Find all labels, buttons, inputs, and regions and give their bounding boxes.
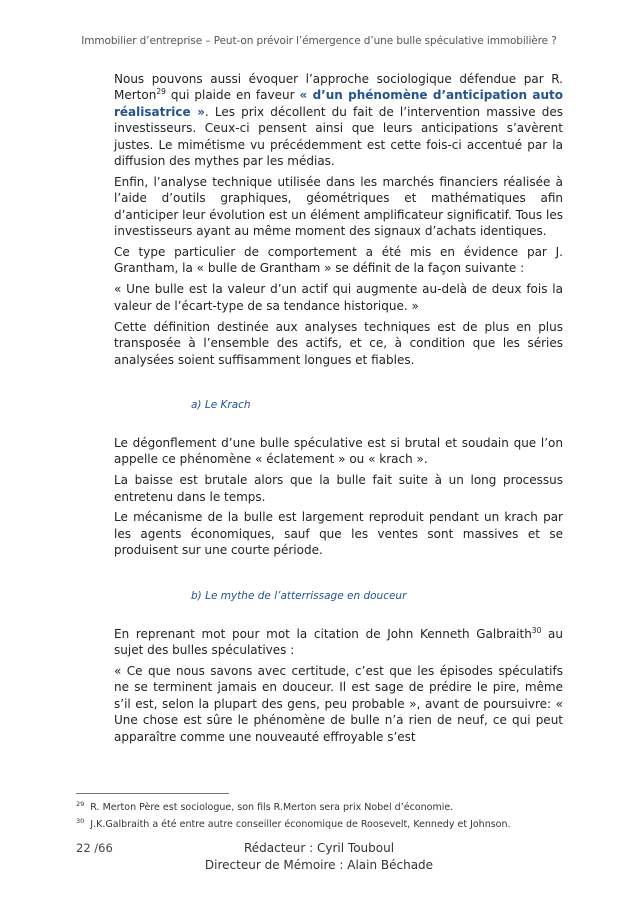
spacer bbox=[114, 605, 563, 626]
footnote-29 bbox=[76, 800, 576, 817]
paragraph-mecanisme: Le mécanisme de la bulle est largement reproduit pendant un krach par les agents économiques, sauf que les ventes sont massives et se produisent sur une courte période. bbox=[114, 510, 563, 558]
spacer bbox=[114, 414, 563, 435]
footnote-divider bbox=[76, 793, 229, 794]
document-body bbox=[114, 71, 563, 749]
paragraph-grantham: Ce type particulier de comportement a été mis en évidence par J. Grantham, la « bulle de Grantham » se définit de la façon suivante : bbox=[114, 245, 563, 276]
paragraph-galbraith bbox=[114, 626, 563, 659]
paragraph-galbraith-quote: « Ce que nous savons avec certitude, c’est que les épisodes spéculatifs ne se terminent jamais en douceur. Il est sage de prédire le pire, même s’il est, selon la plupart des gens, peu probable », avant de poursuivre: « Une chose est sûre le phénomène de bulle n’a rien de neuf, ce qui peut apparaître comme une nouveauté effroyable s’est bbox=[114, 663, 563, 744]
footnote-text: J.K.Galbraith a été entre autre conseiller économique de Roosevelt, Kennedy et Johnson. bbox=[90, 818, 511, 830]
paragraph-definition: Cette définition destinée aux analyses techniques est de plus en plus transposée à l’ensemble des actifs, et ce, à condition que les séries analysées soient suffisamment longues et fiables. bbox=[114, 319, 563, 367]
footnotes bbox=[76, 800, 576, 833]
footer-credits bbox=[0, 840, 638, 874]
text-run: qui plaide en faveur bbox=[165, 88, 300, 103]
spacer bbox=[114, 372, 563, 397]
paragraph-merton bbox=[114, 71, 563, 169]
running-header: Immobilier d’entreprise – Peut-on prévoir l’émergence d’une bulle spéculative immobilière ? bbox=[81, 35, 557, 47]
paragraph-degonflement: Le dégonflement d’une bulle spéculative est si brutal et soudain que l’on appelle ce phénomène « éclatement » ou « krach ». bbox=[114, 435, 563, 467]
text-run: En reprenant mot pour mot la citation de John Kenneth Galbraith bbox=[114, 626, 532, 641]
subheading-krach: a) Le Krach bbox=[191, 399, 251, 412]
footnote-number: 29 bbox=[76, 800, 85, 808]
text-run: au sujet des bulles spéculatives : bbox=[114, 626, 563, 657]
paragraph-analyse-technique: Enfin, l’analyse technique utilisée dans les marchés financiers réalisée à l’aide d’outils graphiques, géométriques et mathématiques afin d’anticiper leur évolution est un élément amplificateur significatif. Tous les investisseurs ayant au même moment des signaux d’achats identiques. bbox=[114, 174, 563, 239]
footnote-ref-30[interactable]: 30 bbox=[531, 625, 542, 635]
footnote-number: 30 bbox=[76, 816, 85, 825]
text-run: . Les prix décollent du fait de l’intervention massive des investisseurs. Ceux-ci pensent ainsi que leurs anticipations s’avèrent justes. Le mimétisme vu précédemment est cette fois-ci accentué par la diffusion des mythes par les médias. bbox=[114, 104, 564, 169]
footnote-ref-29[interactable]: 29 bbox=[156, 87, 166, 97]
text-run: Nous pouvons aussi évoquer l’approche sociologique défendue par R. Merton bbox=[114, 72, 563, 103]
director-line: Directeur de Mémoire : Alain Béchade bbox=[204, 858, 434, 872]
author-line: Rédacteur : Cyril Touboul bbox=[243, 841, 395, 855]
paragraph-baisse: La baisse est brutale alors que la bulle fait suite à un long processus entretenu dans le temps. bbox=[114, 473, 563, 504]
footnote-text: R. Merton Père est sociologue, son fils R.Merton sera prix Nobel d’économie. bbox=[90, 802, 454, 813]
emphasis-quote: « d’un phénomène d’anticipation auto réalisatrice » bbox=[114, 88, 564, 119]
spacer bbox=[114, 563, 563, 588]
footnote-30 bbox=[76, 817, 576, 834]
page-number: 22 /66 bbox=[76, 841, 113, 855]
paragraph-grantham-quote: « Une bulle est la valeur d’un actif qui augmente au-delà de deux fois la valeur de l’écart-type de sa tendance historique. » bbox=[114, 282, 563, 313]
subheading-atterrissage: b) Le mythe de l’atterrissage en douceur bbox=[191, 590, 407, 603]
